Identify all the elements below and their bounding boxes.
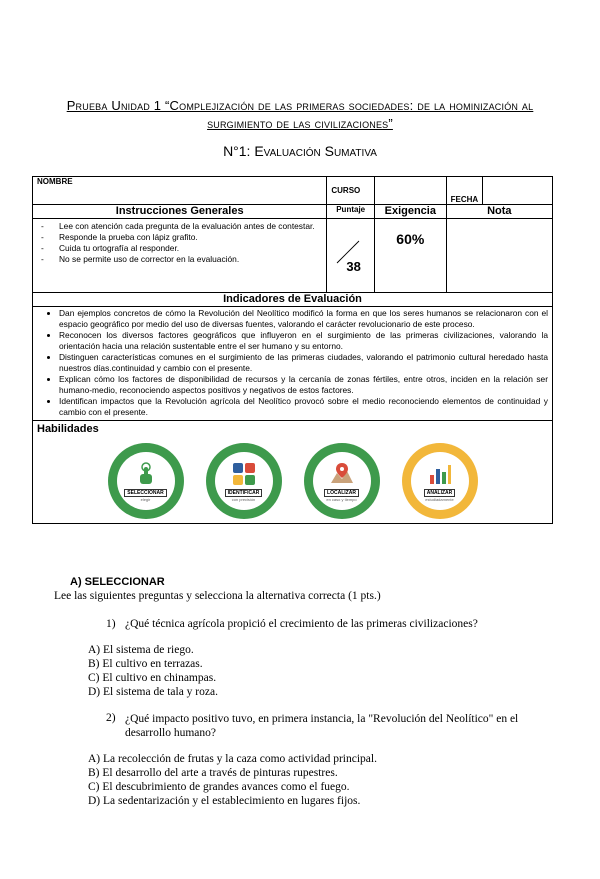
badge-label: IDENTIFICAR	[225, 489, 263, 497]
nota-field[interactable]	[446, 219, 552, 293]
seleccionar-badge-icon	[108, 443, 184, 519]
instruction-item: - Cuida tu ortografía al responder.	[59, 243, 322, 254]
badge-sub: en caso y tiempo	[326, 496, 357, 502]
question-2-option-c[interactable]: C) El descubrimiento de grandes avances como el fuego.	[88, 781, 350, 793]
map-pin-icon	[329, 461, 355, 487]
nombre-label: NOMBRE	[33, 177, 327, 205]
localizar-badge-icon	[304, 443, 380, 519]
badge-sub: elegir	[140, 496, 151, 502]
document-title: Prueba Unidad 1 “Complejización de las primeras sociedades: de la hominización al surgimiento de las civilizaciones”	[66, 98, 534, 131]
puntaje-slash-icon	[327, 219, 375, 293]
instructions-list	[37, 221, 322, 265]
instrucciones-header: Instrucciones Generales	[33, 205, 327, 219]
nota-header: Nota	[446, 205, 552, 219]
puntaje-cell	[327, 219, 375, 293]
badge-label: SELECCIONAR	[124, 489, 166, 497]
indicadores-cell	[33, 307, 553, 421]
question-1-number: 1)	[106, 618, 116, 630]
indicadores-header: Indicadores de Evaluación	[33, 293, 553, 307]
badge-sub: estudiadamente	[425, 496, 454, 502]
fecha-label: FECHA	[446, 177, 483, 205]
indicador-item: • Distinguen características comunes en el surgimiento de las primeras ciudades, valorando el patrimonio cultural heredado hasta nuestros días.continuidad y cambio con el presente.	[59, 352, 548, 374]
identificar-badge-icon	[206, 443, 282, 519]
curso-label: CURSO	[327, 177, 375, 205]
document-subtitle: N°1: Evaluación Sumativa	[223, 143, 377, 159]
habilidades-badges	[37, 435, 548, 523]
exigencia-header: Exigencia	[375, 205, 447, 219]
question-2-text: ¿Qué impacto positivo tuvo, en primera instancia, la "Revolución del Neolítico" en el desarrollo humano?	[125, 713, 519, 739]
puntaje-header: Puntaje	[327, 205, 375, 219]
puntaje-value: 38	[346, 259, 361, 274]
indicador-item: • Identifican impactos que la Revolución agrícola del Neolítico provocó sobre el medio reconociendo elementos de continuidad y cambio con el presente.	[59, 396, 548, 418]
analyze-chart-icon	[427, 461, 453, 487]
question-1-option-a[interactable]: A) El sistema de riego.	[88, 644, 194, 656]
question-2-number: 2)	[106, 712, 116, 724]
indicador-item: • Reconocen los diversos factores geográficos que influyeron en el surgimiento de las primeras civilizaciones, valorando la orientación hacia una relación sustentable entre el ser humano y su entorno.	[59, 330, 548, 352]
hand-pointer-icon	[133, 461, 159, 487]
habilidades-cell	[33, 421, 553, 524]
badge-label: ANALIZAR	[424, 489, 456, 497]
instructions-cell	[33, 219, 327, 293]
instruction-item: - No se permite uso de corrector en la evaluación.	[59, 254, 322, 265]
instruction-item: - Lee con atención cada pregunta de la evaluación antes de contestar.	[59, 221, 322, 232]
question-2-option-a[interactable]: A) La recolección de frutas y la caza como actividad principal.	[88, 753, 377, 765]
question-1-option-d[interactable]: D) El sistema de tala y roza.	[88, 686, 218, 698]
question-2-option-b[interactable]: B) El desarrollo del arte a través de pinturas rupestres.	[88, 767, 338, 779]
question-1-text: ¿Qué técnica agrícola propició el crecimiento de las primeras civilizaciones?	[125, 618, 478, 630]
question-2-option-d[interactable]: D) La sedentarización y el establecimiento en lugares fijos.	[88, 795, 361, 807]
identify-grid-icon	[231, 461, 257, 487]
section-heading: A) SELECCIONAR	[70, 576, 165, 588]
curso-field[interactable]	[375, 177, 447, 205]
question-1-option-c[interactable]: C) El cultivo en chinampas.	[88, 672, 217, 684]
badge-label: LOCALIZAR	[324, 489, 359, 497]
evaluation-table	[32, 176, 553, 524]
habilidades-label: Habilidades	[37, 423, 99, 435]
indicador-item: • Explican cómo los factores de disponibilidad de recursos y la cercanía de zonas fértiles, entre otros, inciden en la relación ser humano-medio, reconociendo aspectos positivos y negativos de estos factores.	[59, 374, 548, 396]
indicadores-list	[37, 308, 548, 418]
section-instruction: Lee las siguientes preguntas y selecciona la alternativa correcta (1 pts.)	[54, 590, 381, 602]
badge-sub: con precisión	[231, 496, 256, 502]
instruction-item: - Responde la prueba con lápiz grafito.	[59, 232, 322, 243]
analizar-badge-icon	[402, 443, 478, 519]
question-1-option-b[interactable]: B) El cultivo en terrazas.	[88, 658, 203, 670]
indicador-item: • Dan ejemplos concretos de cómo la Revolución del Neolítico modificó la forma en que los seres humanos se relacionaron con el espacio geográfico por medio del uso de diversas fuentes, valorando el carácter revolucionario de este proceso.	[59, 308, 548, 330]
fecha-field[interactable]	[483, 177, 553, 205]
exigencia-value: 60%	[375, 219, 447, 293]
